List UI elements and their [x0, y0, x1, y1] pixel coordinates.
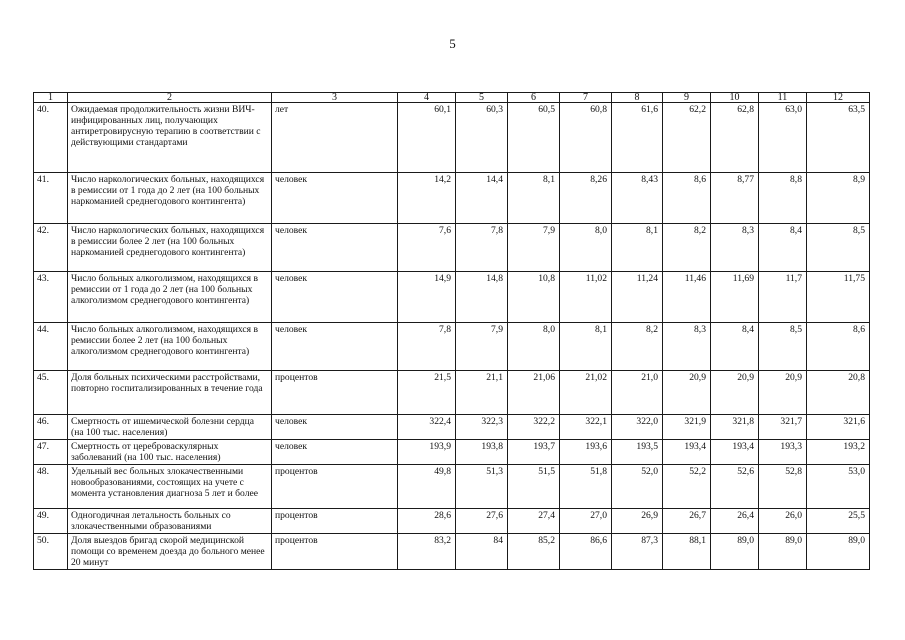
value-cell: 11,46 [663, 272, 711, 323]
value-cell: 26,9 [612, 509, 663, 534]
value-cell: 25,5 [807, 509, 870, 534]
table-row [34, 465, 870, 509]
value-cell: 49,8 [398, 465, 456, 509]
value-cell: 86,6 [560, 534, 612, 570]
column-header-2: 2 [68, 93, 272, 103]
value-cell: 88,1 [663, 534, 711, 570]
column-header-6: 6 [508, 93, 560, 103]
row-number: 48. [34, 465, 68, 509]
column-header-3: 3 [272, 93, 398, 103]
value-cell: 20,9 [759, 371, 807, 415]
value-cell: 27,0 [560, 509, 612, 534]
value-cell: 8,5 [759, 323, 807, 371]
unit-cell: лет [272, 103, 398, 173]
value-cell: 193,7 [508, 440, 560, 465]
value-cell: 7,8 [398, 323, 456, 371]
indicator-name: Доля больных психическими расстройствами, повторно госпитализированных в течение года [68, 371, 272, 415]
value-cell: 62,2 [663, 103, 711, 173]
value-cell: 321,7 [759, 415, 807, 440]
row-number: 41. [34, 173, 68, 224]
value-cell: 87,3 [612, 534, 663, 570]
value-cell: 193,4 [711, 440, 759, 465]
value-cell: 322,1 [560, 415, 612, 440]
value-cell: 89,0 [759, 534, 807, 570]
table-row [34, 371, 870, 415]
unit-cell: процентов [272, 534, 398, 570]
unit-cell: человек [272, 440, 398, 465]
value-cell: 322,0 [612, 415, 663, 440]
value-cell: 60,8 [560, 103, 612, 173]
row-number: 43. [34, 272, 68, 323]
value-cell: 89,0 [711, 534, 759, 570]
row-number: 46. [34, 415, 68, 440]
value-cell: 193,6 [560, 440, 612, 465]
value-cell: 7,8 [456, 224, 508, 272]
value-cell: 8,0 [560, 224, 612, 272]
value-cell: 21,5 [398, 371, 456, 415]
column-header-11: 11 [759, 93, 807, 103]
value-cell: 85,2 [508, 534, 560, 570]
value-cell: 11,24 [612, 272, 663, 323]
value-cell: 8,3 [663, 323, 711, 371]
table-header [34, 93, 870, 103]
value-cell: 7,6 [398, 224, 456, 272]
table-row [34, 173, 870, 224]
indicator-name: Число наркологических больных, находящихся в ремиссии более 2 лет (на 100 больных наркоманией среднегодового контингента) [68, 224, 272, 272]
column-header-12: 12 [807, 93, 870, 103]
value-cell: 27,6 [456, 509, 508, 534]
value-cell: 60,3 [456, 103, 508, 173]
table-row [34, 103, 870, 173]
value-cell: 193,4 [663, 440, 711, 465]
unit-cell: процентов [272, 371, 398, 415]
value-cell: 8,2 [663, 224, 711, 272]
value-cell: 52,2 [663, 465, 711, 509]
value-cell: 51,5 [508, 465, 560, 509]
indicator-name: Удельный вес больных злокачественными новообразованиями, состоящих на учете с момента установления диагноза 5 лет и более [68, 465, 272, 509]
value-cell: 8,3 [711, 224, 759, 272]
value-cell: 11,75 [807, 272, 870, 323]
table-row [34, 323, 870, 371]
value-cell: 20,9 [663, 371, 711, 415]
value-cell: 21,1 [456, 371, 508, 415]
indicator-name: Число наркологических больных, находящихся в ремиссии от 1 года до 2 лет (на 100 больных наркоманией среднегодового контингента) [68, 173, 272, 224]
indicator-name: Одногодичная летальность больных со злокачественными образованиями [68, 509, 272, 534]
column-header-4: 4 [398, 93, 456, 103]
value-cell: 8,0 [508, 323, 560, 371]
table-row [34, 534, 870, 570]
value-cell: 63,0 [759, 103, 807, 173]
value-cell: 20,8 [807, 371, 870, 415]
value-cell: 53,0 [807, 465, 870, 509]
value-cell: 26,0 [759, 509, 807, 534]
value-cell: 8,2 [612, 323, 663, 371]
value-cell: 52,0 [612, 465, 663, 509]
value-cell: 14,8 [456, 272, 508, 323]
unit-cell: человек [272, 272, 398, 323]
unit-cell: человек [272, 415, 398, 440]
value-cell: 7,9 [456, 323, 508, 371]
value-cell: 8,26 [560, 173, 612, 224]
value-cell: 20,9 [711, 371, 759, 415]
table-row [34, 272, 870, 323]
value-cell: 26,4 [711, 509, 759, 534]
value-cell: 322,4 [398, 415, 456, 440]
indicator-name: Доля выездов бригад скорой медицинской помощи со временем доезда до больного менее 20 минут [68, 534, 272, 570]
value-cell: 84 [456, 534, 508, 570]
value-cell: 193,9 [398, 440, 456, 465]
value-cell: 8,77 [711, 173, 759, 224]
value-cell: 52,6 [711, 465, 759, 509]
row-number: 45. [34, 371, 68, 415]
column-header-5: 5 [456, 93, 508, 103]
indicator-name: Смертность от цереброваскулярных заболеваний (на 100 тыс. населения) [68, 440, 272, 465]
unit-cell: человек [272, 224, 398, 272]
value-cell: 8,9 [807, 173, 870, 224]
value-cell: 8,5 [807, 224, 870, 272]
row-number: 47. [34, 440, 68, 465]
value-cell: 321,6 [807, 415, 870, 440]
value-cell: 8,1 [560, 323, 612, 371]
row-number: 42. [34, 224, 68, 272]
indicator-name: Число больных алкоголизмом, находящихся в ремиссии от 1 года до 2 лет (на 100 больных алкоголизмом среднегодового контингента) [68, 272, 272, 323]
value-cell: 21,0 [612, 371, 663, 415]
unit-cell: процентов [272, 509, 398, 534]
value-cell: 8,6 [663, 173, 711, 224]
value-cell: 83,2 [398, 534, 456, 570]
value-cell: 8,6 [807, 323, 870, 371]
table-row [34, 509, 870, 534]
column-header-8: 8 [612, 93, 663, 103]
value-cell: 21,06 [508, 371, 560, 415]
value-cell: 52,8 [759, 465, 807, 509]
column-header-7: 7 [560, 93, 612, 103]
value-cell: 8,8 [759, 173, 807, 224]
value-cell: 8,43 [612, 173, 663, 224]
value-cell: 89,0 [807, 534, 870, 570]
unit-cell: человек [272, 173, 398, 224]
table-body [34, 103, 870, 570]
column-header-9: 9 [663, 93, 711, 103]
table-row [34, 415, 870, 440]
column-header-10: 10 [711, 93, 759, 103]
value-cell: 11,02 [560, 272, 612, 323]
value-cell: 8,4 [759, 224, 807, 272]
value-cell: 322,3 [456, 415, 508, 440]
row-number: 40. [34, 103, 68, 173]
value-cell: 63,5 [807, 103, 870, 173]
value-cell: 26,7 [663, 509, 711, 534]
indicator-name: Число больных алкоголизмом, находящихся в ремиссии более 2 лет (на 100 больных алкоголизмом среднегодового контингента) [68, 323, 272, 371]
value-cell: 193,2 [807, 440, 870, 465]
value-cell: 14,9 [398, 272, 456, 323]
indicators-table [33, 92, 870, 570]
value-cell: 10,8 [508, 272, 560, 323]
value-cell: 8,1 [508, 173, 560, 224]
value-cell: 51,8 [560, 465, 612, 509]
unit-cell: процентов [272, 465, 398, 509]
value-cell: 193,8 [456, 440, 508, 465]
value-cell: 321,8 [711, 415, 759, 440]
indicator-name: Смертность от ишемической болезни сердца (на 100 тыс. населения) [68, 415, 272, 440]
value-cell: 61,6 [612, 103, 663, 173]
table-row [34, 224, 870, 272]
value-cell: 27,4 [508, 509, 560, 534]
row-number: 50. [34, 534, 68, 570]
header-row [34, 93, 870, 103]
unit-cell: человек [272, 323, 398, 371]
value-cell: 28,6 [398, 509, 456, 534]
value-cell: 60,1 [398, 103, 456, 173]
value-cell: 51,3 [456, 465, 508, 509]
indicator-name: Ожидаемая продолжительность жизни ВИЧ-инфицированных лиц, получающих антиретровирусную терапию в соответствии с действующими стандартами [68, 103, 272, 173]
value-cell: 11,7 [759, 272, 807, 323]
value-cell: 21,02 [560, 371, 612, 415]
page-number: 5 [449, 36, 456, 51]
value-cell: 14,2 [398, 173, 456, 224]
value-cell: 8,4 [711, 323, 759, 371]
value-cell: 193,3 [759, 440, 807, 465]
value-cell: 7,9 [508, 224, 560, 272]
table-row [34, 440, 870, 465]
value-cell: 60,5 [508, 103, 560, 173]
value-cell: 321,9 [663, 415, 711, 440]
row-number: 49. [34, 509, 68, 534]
value-cell: 62,8 [711, 103, 759, 173]
value-cell: 8,1 [612, 224, 663, 272]
value-cell: 14,4 [456, 173, 508, 224]
value-cell: 193,5 [612, 440, 663, 465]
value-cell: 322,2 [508, 415, 560, 440]
value-cell: 11,69 [711, 272, 759, 323]
row-number: 44. [34, 323, 68, 371]
column-header-1: 1 [34, 93, 68, 103]
